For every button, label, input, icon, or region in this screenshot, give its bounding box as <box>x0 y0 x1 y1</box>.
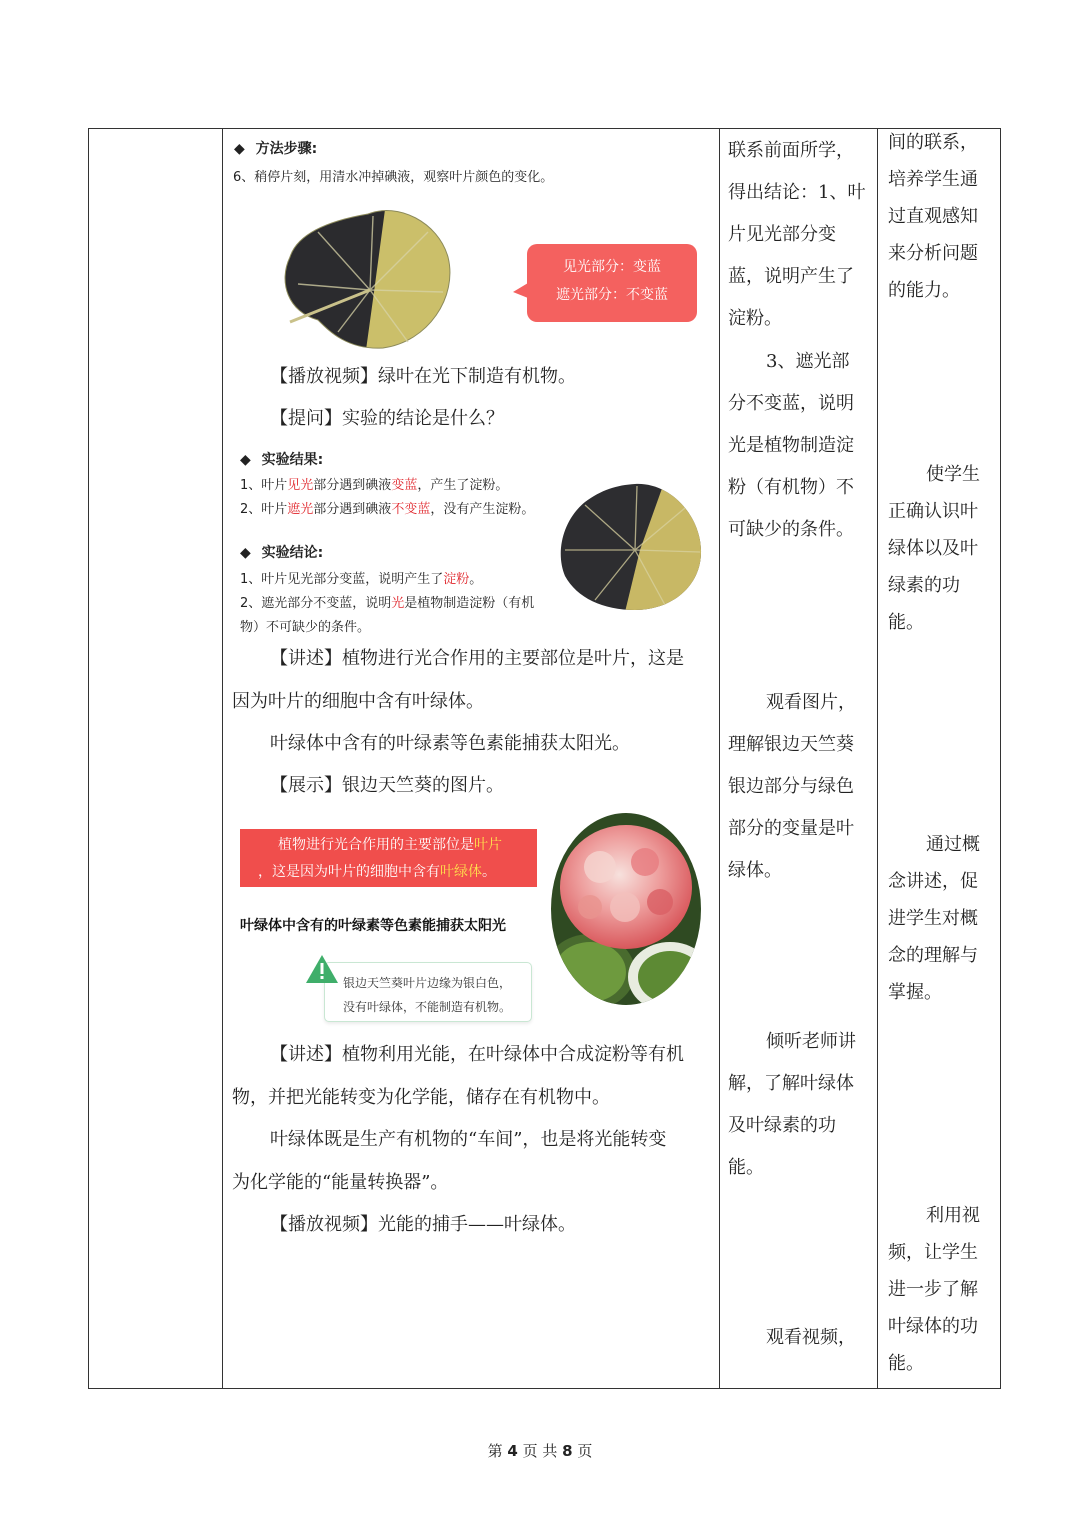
conclusion-heading: ◆ 实验结论: <box>240 545 324 561</box>
diamond-bullet-icon: ◆ <box>234 141 245 157</box>
chlorophyll-caption: 叶绿体中含有的叶绿素等色素能捕获太阳光 <box>240 918 506 934</box>
intent-block-1: 间的联系， 培养学生通 过直观感知 来分析问题 的能力。 <box>888 132 978 301</box>
step-6-text: 6、稍停片刻，用清水冲掉碘液，观察叶片颜色的变化。 <box>233 170 554 185</box>
activity-block-3: 观看图片， 理解银边天竺葵 银边部分与绿色 部分的变量是叶 绿体。 <box>728 692 856 881</box>
column-divider <box>719 129 720 1388</box>
conclusion-line-1: 1、叶片见光部分变蓝，说明产生了淀粉。 <box>240 572 483 587</box>
lecture-2-line-1: 【讲述】植物利用光能，在叶绿体中合成淀粉等有机 <box>270 1044 684 1065</box>
conclusion-line-2: 2、遮光部分不变蓝，说明光是植物制造淀粉（有机 <box>240 596 535 611</box>
question-text: 【提问】实验的结论是什么？ <box>270 408 504 429</box>
activity-block-1: 联系前面所学， 得出结论：1、叶 片见光部分变 蓝，说明产生了 淀粉。 <box>728 140 866 329</box>
column-divider <box>877 129 878 1388</box>
activity-block-2: 3、遮光部 分不变蓝，说明 光是植物制造淀 粉（有机物）不 可缺少的条件。 <box>728 351 854 540</box>
lecture-1-line-2: 因为叶片的细胞中含有叶绿体。 <box>232 691 484 712</box>
workshop-line-1: 叶绿体既是生产有机物的“车间”，也是将光能转变 <box>270 1129 667 1150</box>
activity-block-5: 观看视频， <box>766 1327 856 1348</box>
diamond-bullet-icon: ◆ <box>240 545 251 561</box>
result-heading: ◆ 实验结果: <box>240 452 324 468</box>
show-picture-text: 【展示】银边天竺葵的图片。 <box>270 775 504 796</box>
lecture-2-line-2: 物，并把光能转变为化学能，储存在有机物中。 <box>232 1087 610 1108</box>
variegated-geranium-image <box>550 812 702 1006</box>
leaf-stained-image <box>278 202 458 350</box>
result-line-1: 1、叶片见光部分遇到碘液变蓝，产生了淀粉。 <box>240 478 509 493</box>
diamond-bullet-icon: ◆ <box>240 452 251 468</box>
warning-icon <box>305 954 339 984</box>
method-heading: ◆ 方法步骤: <box>234 141 318 157</box>
result-line-2: 2、叶片遮光部分遇到碘液不变蓝，没有产生淀粉。 <box>240 502 535 517</box>
workshop-line-2: 为化学能的“能量转换器”。 <box>232 1172 449 1193</box>
leaf-stained-image <box>555 480 703 612</box>
column-divider <box>222 129 223 1388</box>
play-video-1: 【播放视频】绿叶在光下制造有机物。 <box>270 366 576 387</box>
chlorophyll-text: 叶绿体中含有的叶绿素等色素能捕获太阳光。 <box>270 733 630 754</box>
page-footer: 第 4 页 共 8 页 <box>487 1442 593 1460</box>
play-video-2: 【播放视频】光能的捕手——叶绿体。 <box>270 1214 576 1235</box>
intent-block-4: 利用视 频，让学生 进一步了解 叶绿体的功 能。 <box>888 1205 980 1374</box>
intent-block-2: 使学生 正确认识叶 绿体以及叶 绿素的功 能。 <box>888 464 980 633</box>
conclusion-line-2b: 物）不可缺少的条件。 <box>240 620 371 635</box>
page-number: 4 <box>507 1442 518 1460</box>
leaf-chloroplast-banner: 植物进行光合作用的主要部位是叶片 ，这是因为叶片的细胞中含有叶绿体。 <box>240 829 537 887</box>
intent-block-3: 通过概 念讲述，促 进学生对概 念的理解与 掌握。 <box>888 834 980 1003</box>
lecture-1-line-1: 【讲述】植物进行光合作用的主要部位是叶片，这是 <box>270 648 684 669</box>
activity-block-4: 倾听老师讲 解，了解叶绿体 及叶绿素的功 能。 <box>728 1031 856 1178</box>
variegated-geranium-note: 银边天竺葵叶片边缘为银白色， 没有叶绿体，不能制造有机物。 <box>324 962 532 1022</box>
page-total: 8 <box>562 1442 573 1460</box>
